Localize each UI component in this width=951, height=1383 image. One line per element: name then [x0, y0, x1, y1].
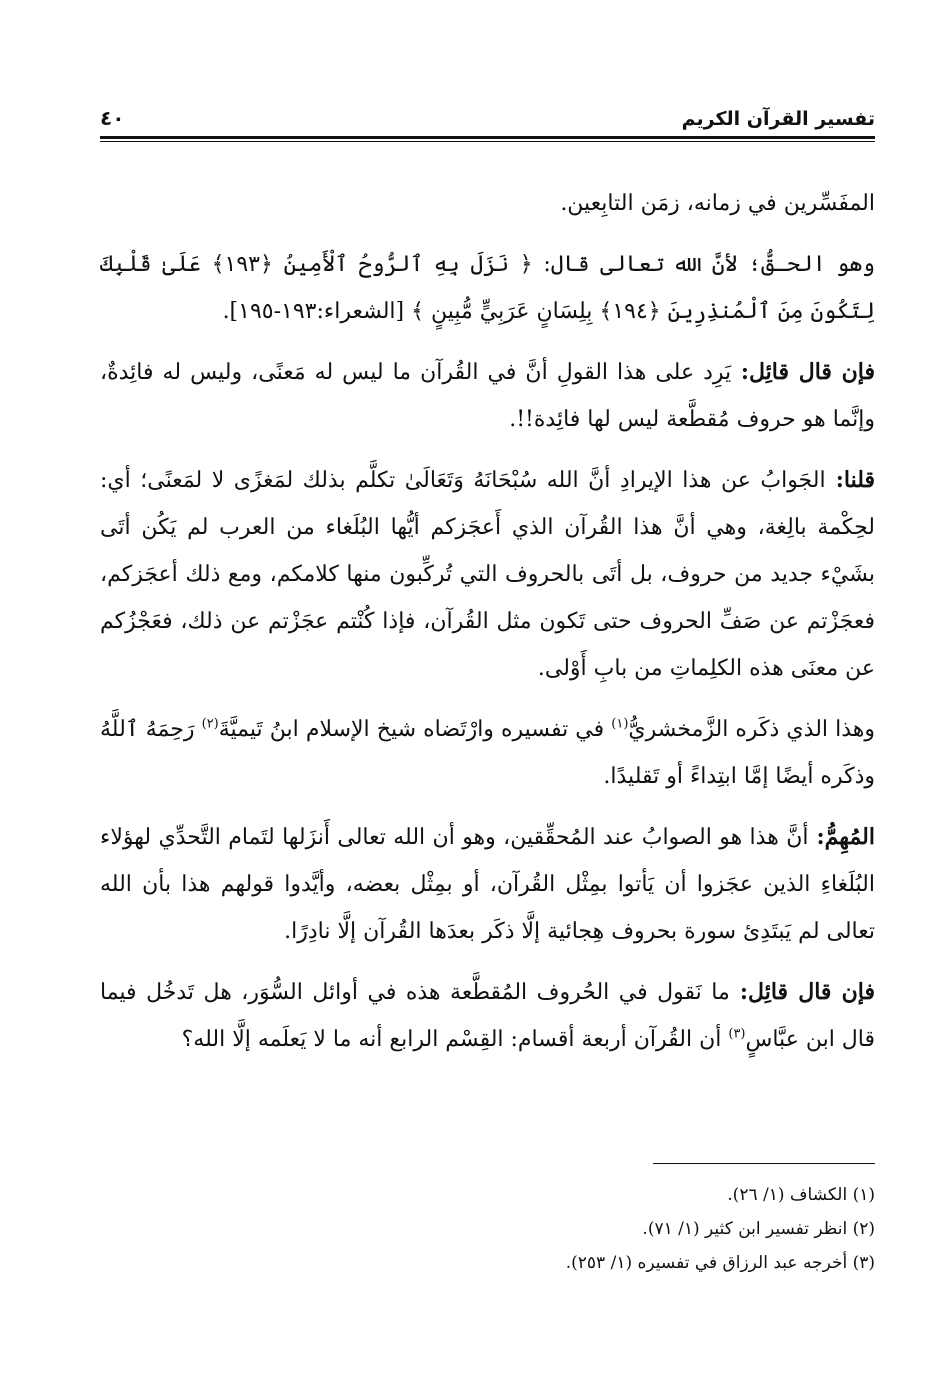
paragraph-1	[100, 180, 875, 227]
running-title: تفسير القرآن الكريم	[681, 108, 875, 130]
footnote-1: (١) الكشاف (١/ ٢٦).	[727, 1185, 875, 1205]
paragraph-7	[100, 969, 875, 1063]
page-number: ٤٠	[100, 106, 125, 130]
header-rule-thick	[100, 136, 875, 139]
verse-reference: [الشعراء:١٩٣-١٩٥].	[222, 299, 412, 324]
paragraph-text: رَحِمَهُ ٱللَّهُ وذكَره أيضًا إمَّا ابتِداءً أو تَقليدًا.	[100, 717, 875, 789]
paragraph-lead: المُهِمُّ:	[808, 824, 875, 850]
paragraph-text: الجَوابُ عن هذا الإيرادِ أنَّ الله سُبْحَانَهُ وَتَعَالَىٰ تكلَّم بذلك لمَغزًى لا لمَعنًى؛ أي: لحِكْمة بالِغة، وهي أنَّ هذا القُرآن الذي أَعجَزكم أيُّها البُلَغاء من العرب لم يَكُن أتَى بشَيْء جديد من حروف، بل أتَى بالحروف التي تُركِّبون منها كلامكم، ومع ذلك أعجَزكم، فعجَزْتم عن صَفِّ الحروف حتى تَكون مثل القُرآن، فإذا كُنْتم عجَزْتم عن ذلك، فعَجْزُكم عن معنَى هذه الكلِماتِ من بابِ أَوْلى.	[100, 468, 875, 681]
paragraph-text: المفَسِّرين في زمانه، زمَن التابِعين.	[560, 191, 875, 216]
footnotes	[100, 1178, 875, 1280]
footnote-marker-1[interactable]: (١)	[611, 716, 629, 732]
paragraph-4	[100, 457, 875, 692]
paragraph-lead: فإن قال قائِل:	[731, 359, 875, 385]
paragraph-text: أن القُرآن أربعة أقسام: القِسْم الرابع أنه ما لا يَعلَمه إلَّا الله؟	[181, 1027, 729, 1052]
page-body	[100, 180, 875, 1077]
paragraph-text: يَرِد على هذا القولِ أنَّ في القُرآن ما ليس له مَعنًى، وليس له فائِدةٌ، وإنَّما هو حروف مُقطَّعة ليس لها فائِدة!!.	[100, 360, 875, 432]
paragraph-6	[100, 814, 875, 955]
paragraph-text: وهذا الذي ذكَره الزَّمخشريُّ	[628, 717, 875, 742]
page-header	[100, 100, 875, 134]
paragraph-2	[100, 241, 875, 335]
paragraph-text: ما نَقول في الحُروف المُقطَّعة هذه في أوائل السُّوَر، هل تَدخُل فيما قال ابن عبَّاسٍ	[100, 980, 875, 1052]
quran-verse: ﴿ نَزَلَ بِهِ ٱلرُّوحُ ٱلْأَمِينُ ﴿١٩٣﴾ عَلَىٰ قَلْبِكَ لِتَكُونَ مِنَ ٱلْمُنذِرِينَ ﴿١٩٤﴾ بِلِسَانٍ عَرَبِيٍّ مُّبِينٍ ﴾	[100, 252, 875, 324]
paragraph-5	[100, 706, 875, 800]
footnote-2: (٢) انظر تفسير ابن كثير (١/ ٧١).	[642, 1219, 875, 1239]
footnote-marker-3[interactable]: (٣)	[728, 1026, 746, 1042]
footnote-3: (٣) أخرجه عبد الرزاق في تفسيره (١/ ٢٥٣).	[565, 1253, 875, 1273]
paragraph-text: في تفسيره وارْتَضاه شيخ الإسلام ابنُ تَيميَّةَ	[218, 717, 612, 742]
header-rule-thin	[100, 141, 875, 142]
paragraph-text: أنَّ هذا هو الصوابُ عند المُحقِّقين، وهو أن الله تعالى أَنزَلها لتَمام التَّحدِّي لهؤلاء البُلَغاءِ الذين عجَزوا أن يَأتوا بمِثْل القُرآن، أو بمِثْل بعضه، وأيَّدوا قولهم هذا بأن الله تعالى لم يَبتَدِئ سورة بحروف هِجائية إلَّا ذكَر بعدَها القُرآن إلَّا نادِرًا.	[100, 825, 875, 944]
footnote-separator	[653, 1163, 875, 1164]
paragraph-text: وهو الحـقُّ؛ لأنَّ الله تعالى قال:	[532, 252, 876, 277]
paragraph-3	[100, 349, 875, 443]
paragraph-lead: فإن قال قائِل:	[729, 979, 875, 1005]
footnote-marker-2[interactable]: (٢)	[201, 716, 219, 732]
paragraph-lead: قلنا:	[825, 467, 876, 493]
